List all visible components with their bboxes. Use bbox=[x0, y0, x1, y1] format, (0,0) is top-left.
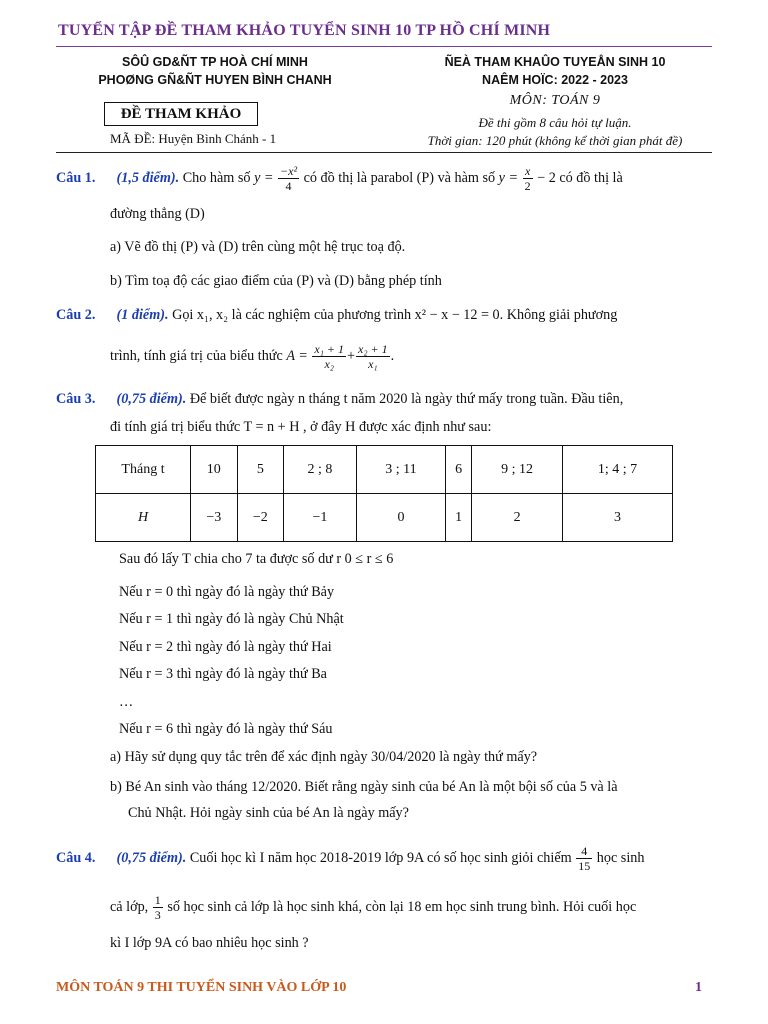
question-2: Câu 2. (1 điểm). Gọi x₁, x₂ là các nghiệm của phương trình x² − x − 12 = 0. Không giải phương bbox=[56, 307, 618, 323]
question-3-points: (0,75 điểm). bbox=[116, 391, 187, 407]
page-number: 1 bbox=[695, 980, 702, 995]
question-3: Câu 3. (0,75 điểm). Để biết được ngày n tháng t năm 2020 là ngày thứ mấy trong tuần. Đầu tiên, bbox=[56, 391, 624, 407]
dept-line-2: PHOØNG GÑ&ÑT HUYEN BÌNH CHANH bbox=[98, 73, 332, 87]
question-3b-line-2: Chủ Nhật. Hỏi ngày sinh của bé An là ngày mấy? bbox=[128, 805, 409, 821]
question-1b: b) Tìm toạ độ các giao điểm của (P) và (D) bằng phép tính bbox=[110, 273, 442, 289]
question-4-label: Câu 4. bbox=[56, 849, 96, 866]
exam-note-2: Thời gian: 120 phút (không kể thời gian phát đề) bbox=[427, 133, 683, 148]
table-row: Tháng t 10 5 2 ; 8 3 ; 11 6 9 ; 12 1; 4 ; 7 bbox=[96, 446, 673, 494]
question-3-line-2: đi tính giá trị biểu thức T = n + H , ở đây H được xác định như sau: bbox=[110, 419, 492, 435]
remainder-intro: Sau đó lấy T chia cho 7 ta được số dư r 0 ≤ r ≤ 6 bbox=[119, 551, 394, 567]
question-1-line-2: đường thẳng (D) bbox=[110, 206, 205, 222]
exam-note-1: Đề thi gồm 8 câu hỏi tự luận. bbox=[478, 115, 632, 130]
exam-title: ÑEÀ THAM KHAÛO TUYEÅN SINH 10 bbox=[444, 55, 666, 69]
rule-r0: Nếu r = 0 thì ngày đó là ngày thứ Bảy bbox=[119, 584, 335, 600]
expression-fraction-1: $\frac{\text{x₁ + 1}}{\text{x₂}}$ bbox=[314, 342, 345, 371]
header-divider bbox=[56, 152, 712, 153]
question-2-label: Câu 2. bbox=[56, 307, 96, 323]
fraction-fair-students: $\frac{1}{3}$ bbox=[154, 893, 161, 922]
question-4-points: (0,75 điểm). bbox=[116, 849, 187, 866]
exam-code: MÃ ĐỀ: Huyện Bình Chánh - 1 bbox=[110, 131, 277, 146]
subject: MÔN: TOÁN 9 bbox=[509, 93, 601, 108]
question-4: Câu 4. (0,75 điểm). Cuối học kì I năm học 2018-2019 lớp 9A có số học sinh giỏi chiếm $\frac{4}{15}$ học sinh bbox=[56, 844, 645, 873]
page-footer: MÔN TOÁN 9 THI TUYỂN SINH VÀO LỚP 10 bbox=[56, 980, 347, 995]
month-h-table bbox=[95, 445, 673, 542]
function-2-fraction: $\frac{x}{2}$ bbox=[524, 164, 531, 193]
question-1-label: Câu 1. bbox=[56, 169, 96, 186]
dept-line-1: SÔÛ GD&ÑT TP HOÀ CHÍ MINH bbox=[122, 55, 308, 69]
question-3-label: Câu 3. bbox=[56, 391, 96, 407]
question-3b: b) Bé An sinh vào tháng 12/2020. Biết rằng ngày sinh của bé An là một bội số của 5 và là bbox=[110, 779, 618, 795]
fraction-good-students: $\frac{4}{15}$ bbox=[578, 844, 591, 873]
school-year: NAÊM HOÏC: 2022 - 2023 bbox=[482, 73, 628, 87]
document-banner-title: TUYỂN TẬP ĐỀ THAM KHẢO TUYỂN SINH 10 TP HỒ CHÍ MINH bbox=[58, 22, 551, 39]
rule-r1: Nếu r = 1 thì ngày đó là ngày Chủ Nhật bbox=[119, 611, 344, 627]
exam-type-box: ĐỀ THAM KHẢO bbox=[104, 102, 258, 126]
question-1a: a) Vẽ đồ thị (P) và (D) trên cùng một hệ trục toạ độ. bbox=[110, 239, 406, 255]
banner-divider bbox=[56, 46, 712, 47]
rule-r2: Nếu r = 2 thì ngày đó là ngày thứ Hai bbox=[119, 639, 332, 655]
question-3a: a) Hãy sử dụng quy tắc trên để xác định ngày 30/04/2020 là ngày thứ mấy? bbox=[110, 749, 538, 765]
rule-r6: Nếu r = 6 thì ngày đó là ngày thứ Sáu bbox=[119, 721, 333, 737]
rule-ellipsis: … bbox=[119, 694, 134, 710]
function-1-fraction: $\frac{\text{−x²}}{4}$ bbox=[280, 164, 298, 193]
question-4-line-2: cả lớp, $\frac{1}{3}$ số học sinh cả lớp là học sinh khá, còn lại 18 em học sinh trung bình. Hỏi cuối học bbox=[110, 893, 637, 922]
question-1-points: (1,5 điểm). bbox=[116, 169, 180, 186]
table-row: H −3 −2 −1 0 1 2 3 bbox=[96, 494, 673, 542]
function-1-lhs: y = bbox=[254, 169, 274, 186]
question-2-line-2: trình, tính giá trị của biểu thức A = $\frac{\text{x₁ + 1}}{\text{x₂}}$ + $\frac{\text{x₂ + 1}}{\text{x₁}}$ . bbox=[110, 342, 395, 371]
expression-fraction-2: $\frac{\text{x₂ + 1}}{\text{x₁}}$ bbox=[358, 342, 388, 371]
question-4-line-3: kì I lớp 9A có bao nhiêu học sinh ? bbox=[110, 935, 309, 951]
question-2-points: (1 điểm). bbox=[116, 307, 169, 323]
question-1-text: Cho hàm số bbox=[182, 169, 251, 186]
rule-r3: Nếu r = 3 thì ngày đó là ngày thứ Ba bbox=[119, 666, 327, 682]
question-1: Câu 1. (1,5 điểm). Cho hàm số y = $\frac{\text{−x²}}{4}$ có đồ thị là parabol (P) và hàm số y = $\frac{x}{2}$ − 2 có đồ thị là bbox=[56, 164, 623, 193]
